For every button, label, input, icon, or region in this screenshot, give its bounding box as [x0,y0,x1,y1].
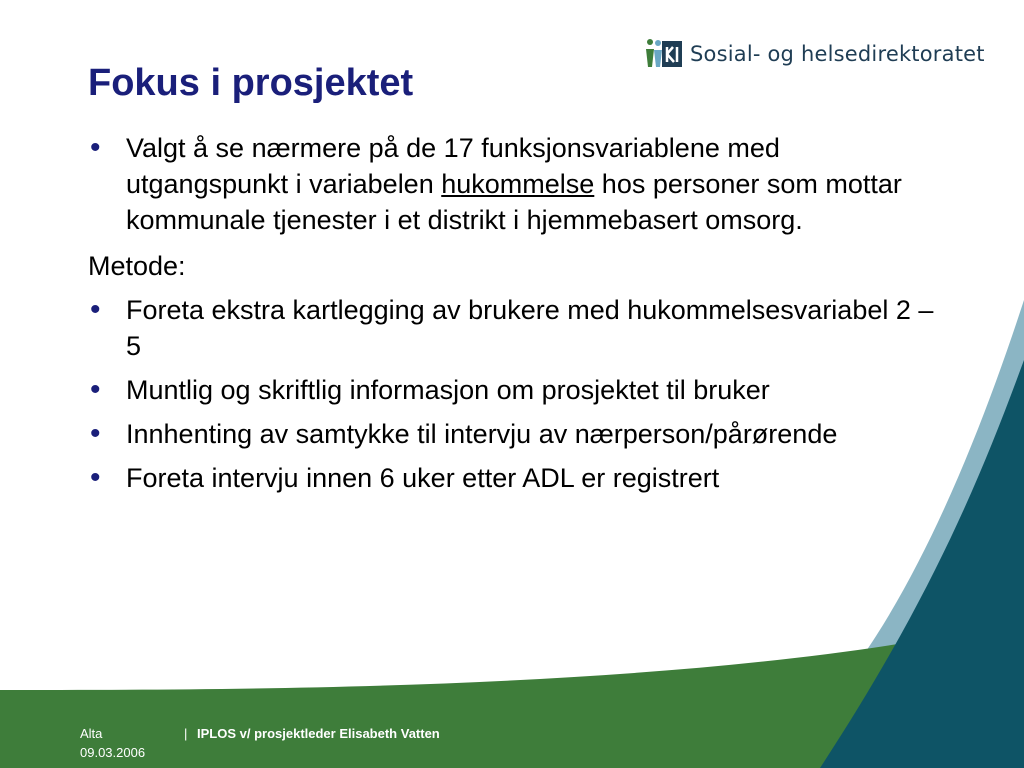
slide-title: Fokus i prosjektet [88,62,414,104]
brand-logo [644,34,985,74]
bullet-text: Innhenting av samtykke til intervju av nærperson/pårørende [126,419,838,449]
bullet-text: Muntlig og skriftlig informasjon om prosjektet til bruker [126,375,770,405]
bullet-item [88,292,948,364]
bullet-item [88,130,948,238]
underlined-term: hukommelse [441,169,595,199]
bullet-text-before: Valgt å se nærmere på de 17 funksjonsvariablene med utgangspunkt i variabelen [126,133,780,199]
footer-separator: | [184,726,188,741]
logo-text: Sosial- og helsedirektoratet [690,42,985,66]
footer-date: 09.03.2006 [80,745,146,760]
bullet-item [88,372,948,408]
bullet-text-after: hos personer som mottar kommunale tjenester i et distrikt i hjemmebasert omsorg. [126,169,902,235]
bullet-text: Foreta intervju innen 6 uker etter ADL er registrert [126,463,720,493]
section-label: Metode: [88,251,186,281]
bullet-text: Foreta ekstra kartlegging av brukere med hukommelsesvariabel 2 – 5 [126,295,934,361]
bullet-icon: • [90,293,101,326]
footer [0,720,1024,768]
bullet-icon: • [90,417,101,450]
bullet-icon: • [90,373,101,406]
footer-presentation-title: IPLOS v/ prosjektleder Elisabeth Vatten [197,726,440,741]
bullet-item [88,416,948,452]
bullet-item [88,460,948,496]
slide-content [88,130,948,504]
bullet-icon: • [90,131,101,164]
people-figures-icon [644,37,682,71]
bullet-icon: • [90,461,101,494]
footer-place: Alta [80,726,103,741]
